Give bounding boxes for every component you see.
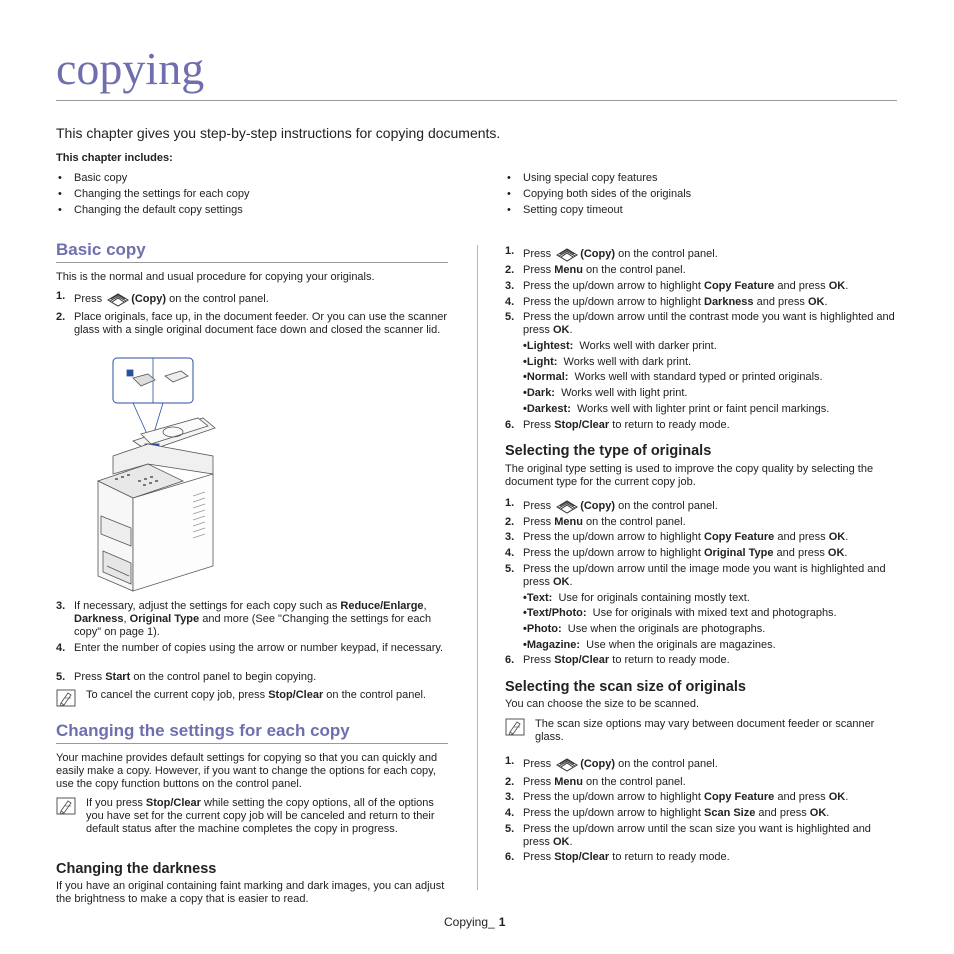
darkness-intro: If you have an original containing faint marking and dark images, you can adjust the brightness to make a copy that is easier to read. <box>56 880 445 905</box>
step-bold: Stop/Clear <box>554 851 610 863</box>
toc-item[interactable]: • Basic copy <box>56 170 250 186</box>
type-option <box>523 623 765 636</box>
column-divider <box>477 245 478 890</box>
option-text: Use when the originals are photographs. <box>567 623 766 635</box>
note-text: To cancel the current copy job, press <box>86 689 266 701</box>
step-text: Press <box>523 419 552 431</box>
option-label: •Photo: <box>523 623 562 635</box>
copy-icon <box>554 245 580 262</box>
step-bold: OK <box>828 280 846 292</box>
step-text: to return to ready mode. <box>612 851 730 863</box>
toc-item[interactable]: • Using special copy features <box>505 170 691 186</box>
step-text: Press the up/down arrow to highlight <box>523 791 701 803</box>
type-option <box>523 639 776 652</box>
step-text: Press <box>523 758 552 770</box>
step-text: Press the up/down arrow until the scan size you want is highlighted and press <box>523 823 871 848</box>
changing-settings-note <box>56 797 448 836</box>
basic-copy-heading: Basic copy <box>56 240 146 259</box>
step-number: 1. <box>505 497 515 509</box>
step-number: 3. <box>505 531 515 543</box>
copy-icon <box>554 497 580 514</box>
type-step-6 <box>505 654 897 667</box>
basic-copy-note <box>56 689 448 707</box>
step-bold: Stop/Clear <box>554 419 610 431</box>
step-text: on the control panel. <box>618 758 718 770</box>
step-bold: Menu <box>554 516 583 528</box>
step-number: 5. <box>505 563 515 575</box>
basic-step-2 <box>56 311 448 337</box>
step-text: Press <box>74 671 103 683</box>
basic-step-4 <box>56 642 448 655</box>
option-text: Works well with lighter print or faint pencil markings. <box>577 403 830 415</box>
darkness-step-4 <box>505 296 897 309</box>
darkness-option <box>523 387 687 400</box>
type-option <box>523 592 750 605</box>
original-type-heading: Selecting the type of originals <box>505 443 712 459</box>
darkness-step-6 <box>505 419 897 432</box>
note-text: The scan size options may vary between document feeder or scanner glass. <box>535 718 875 743</box>
step-text: and press <box>758 807 807 819</box>
step-text: . <box>569 324 573 336</box>
note-icon <box>56 689 76 707</box>
step-text: on the control panel. <box>585 776 686 788</box>
darkness-heading: Changing the darkness <box>56 861 217 877</box>
step-text: Press the up/down arrow until the contrast mode you want is highlighted and press <box>523 311 895 336</box>
step-bold: Original Type <box>704 547 774 559</box>
step-number: 2. <box>505 776 515 788</box>
step-number: 5. <box>505 311 515 323</box>
step-bold: Stop/Clear <box>554 654 610 666</box>
step-text: Press <box>523 500 552 512</box>
toc-item[interactable]: • Setting copy timeout <box>505 202 691 218</box>
step-text: Press the up/down arrow to highlight <box>523 547 701 559</box>
step-bold: Copy Feature <box>704 791 775 803</box>
option-text: Use for originals with mixed text and photographs. <box>592 607 837 619</box>
note-text: while setting the copy options, all of the options you have set for the current copy job will be canceled and return to their default status after the machine completes the copy in progress. <box>86 797 435 835</box>
step-bold: OK <box>552 576 570 588</box>
step-number: 6. <box>505 654 515 666</box>
step-text: on the control panel. <box>585 264 686 276</box>
option-label: •Magazine: <box>523 639 581 651</box>
darkness-step-1 <box>505 245 897 262</box>
title-rule <box>56 100 897 101</box>
scan-size-heading: Selecting the scan size of originals <box>505 679 746 695</box>
step-bold: (Copy) <box>580 500 616 512</box>
step-text: on the control panel. <box>618 248 718 260</box>
darkness-step-5 <box>505 311 897 337</box>
toc-left <box>56 170 250 218</box>
step-bold: OK <box>807 296 825 308</box>
scan-size-note <box>505 718 897 744</box>
step-bold: Original Type <box>129 613 200 625</box>
option-text: Works well with standard typed or printed originals. <box>574 371 823 383</box>
step-bold: Menu <box>554 776 583 788</box>
scan-step-1 <box>505 755 897 772</box>
step-text: Press <box>523 264 552 276</box>
changing-settings-heading: Changing the settings for each copy <box>56 721 350 740</box>
step-bold: OK <box>809 807 827 819</box>
step-number: 5. <box>56 671 66 683</box>
scan-step-4 <box>505 807 897 820</box>
step-bold: OK <box>828 531 846 543</box>
step-text: and press <box>776 547 825 559</box>
option-label: •Dark: <box>523 387 555 399</box>
step-number: 5. <box>505 823 515 835</box>
type-step-1 <box>505 497 897 514</box>
darkness-option <box>523 403 829 416</box>
step-bold: Scan Size <box>704 807 756 819</box>
option-label: •Normal: <box>523 371 569 383</box>
note-bold: Stop/Clear <box>145 797 201 809</box>
step-bold: Copy Feature <box>704 531 775 543</box>
step-bold: (Copy) <box>580 248 616 260</box>
copy-icon <box>105 290 131 307</box>
step-text: to return to ready mode. <box>612 419 730 431</box>
step-text: Press <box>523 654 552 666</box>
darkness-step-3 <box>505 280 897 293</box>
basic-step-3 <box>56 600 448 639</box>
step-bold: (Copy) <box>580 758 616 770</box>
step-bold: Copy Feature <box>704 280 775 292</box>
step-number: 2. <box>505 516 515 528</box>
step-text: on the control panel. <box>585 516 686 528</box>
step-text: Press the up/down arrow to highlight <box>523 807 701 819</box>
step-bold: Menu <box>554 264 583 276</box>
basic-step-5 <box>56 671 448 684</box>
step-bold: OK <box>827 547 845 559</box>
heading-rule <box>56 743 448 744</box>
heading-rule <box>56 262 448 263</box>
step-number: 3. <box>505 791 515 803</box>
step-bold: Darkness <box>74 613 124 625</box>
darkness-step-2 <box>505 264 897 277</box>
step-text: Press the up/down arrow until the image mode you want is highlighted and press <box>523 563 886 588</box>
basic-step-1 <box>56 290 448 307</box>
step-text: . <box>845 280 849 292</box>
step-bold: OK <box>552 324 570 336</box>
darkness-option <box>523 356 691 369</box>
page-footer <box>444 915 505 929</box>
step-text: and press <box>777 531 826 543</box>
option-label: •Darkest: <box>523 403 571 415</box>
toc-right <box>505 170 691 218</box>
copy-icon <box>554 755 580 772</box>
step-text: Press <box>523 516 552 528</box>
step-number: 6. <box>505 851 515 863</box>
step-text: Place originals, face up, in the document feeder. Or you can use the scanner glass with a single original document face down and closed the scanner lid. <box>74 311 448 336</box>
step-text: . <box>826 807 830 819</box>
page-title: copying <box>56 43 205 94</box>
step-text: . <box>824 296 828 308</box>
step-bold: Start <box>105 671 131 683</box>
toc-item[interactable]: • Changing the default copy settings <box>56 202 250 218</box>
step-text: Press the up/down arrow to highlight <box>523 531 701 543</box>
step-text: . <box>844 547 848 559</box>
includes-label: This chapter includes: <box>56 152 173 164</box>
type-step-2 <box>505 516 897 529</box>
step-number: 6. <box>505 419 515 431</box>
scan-step-5 <box>505 823 897 849</box>
step-text: and press <box>756 296 805 308</box>
step-number: 3. <box>56 600 66 612</box>
step-text: Enter the number of copies using the arrow or number keypad, if necessary. <box>74 642 444 654</box>
step-text: to return to ready mode. <box>612 654 730 666</box>
step-number: 4. <box>505 547 515 559</box>
step-bold: Darkness <box>704 296 754 308</box>
step-text: . <box>569 836 573 848</box>
step-text: If necessary, adjust the settings for each copy such as <box>74 600 338 612</box>
scan-step-6 <box>505 851 897 864</box>
note-text: If you press <box>86 797 143 809</box>
option-text: Use when the originals are magazines. <box>586 639 776 651</box>
step-number: 2. <box>56 311 66 323</box>
changing-settings-intro: Your machine provides default settings for copying so that you can quickly and easily make a copy. However, if you want to change the options for each copy, use the copy function buttons on the control panel. <box>56 752 438 790</box>
scan-step-2 <box>505 776 897 789</box>
step-text: and press <box>777 280 826 292</box>
step-text: Press <box>74 293 103 305</box>
step-text: Press <box>523 248 552 260</box>
step-text: . <box>845 791 849 803</box>
printer-illustration <box>93 356 228 596</box>
step-number: 3. <box>505 280 515 292</box>
step-bold: (Copy) <box>131 293 167 305</box>
option-label: •Text: <box>523 592 553 604</box>
type-step-3 <box>505 531 897 544</box>
type-step-5 <box>505 563 897 589</box>
note-bold: Stop/Clear <box>268 689 324 701</box>
step-separator: , <box>423 600 427 612</box>
note-icon <box>56 797 76 815</box>
step-text: Press the up/down arrow to highlight <box>523 296 701 308</box>
step-number: 1. <box>505 755 515 767</box>
type-option <box>523 607 837 620</box>
option-text: Works well with dark print. <box>563 356 692 368</box>
step-text: and press <box>777 791 826 803</box>
step-number: 4. <box>505 807 515 819</box>
option-label: •Light: <box>523 356 558 368</box>
step-bold: OK <box>552 836 570 848</box>
step-text: Press the up/down arrow to highlight <box>523 280 701 292</box>
option-text: Works well with darker print. <box>579 340 717 352</box>
scan-size-intro: You can choose the size to be scanned. <box>505 698 700 710</box>
step-text: on the control panel to begin copying. <box>133 671 317 683</box>
step-text: on the control panel. <box>618 500 718 512</box>
option-label: •Lightest: <box>523 340 574 352</box>
darkness-option <box>523 340 717 353</box>
step-separator: , <box>123 613 127 625</box>
step-text: Press <box>523 776 552 788</box>
step-text: . <box>569 576 573 588</box>
type-step-4 <box>505 547 897 560</box>
basic-copy-intro: This is the normal and usual procedure for copying your originals. <box>56 271 375 283</box>
option-label: •Text/Photo: <box>523 607 587 619</box>
step-bold: Reduce/Enlarge <box>340 600 424 612</box>
step-number: 4. <box>56 642 66 654</box>
step-text: and more (See "Changing the settings for each copy" on page 1). <box>74 613 432 638</box>
step-number: 1. <box>56 290 66 302</box>
original-type-intro: The original type setting is used to improve the copy quality by selecting the document type for the current copy job. <box>505 463 874 488</box>
toc-item[interactable]: • Copying both sides of the originals <box>505 186 691 202</box>
option-text: Use for originals containing mostly text. <box>558 592 750 604</box>
option-text: Works well with light print. <box>561 387 688 399</box>
step-number: 1. <box>505 245 515 257</box>
chapter-intro: This chapter gives you step-by-step instructions for copying documents. <box>56 125 501 141</box>
step-bold: OK <box>828 791 846 803</box>
toc-item[interactable]: • Changing the settings for each copy <box>56 186 250 202</box>
footer-label: Copying_ <box>444 915 495 929</box>
scan-step-3 <box>505 791 897 804</box>
step-text: on the control panel. <box>169 293 269 305</box>
step-text: . <box>845 531 849 543</box>
note-text: on the control panel. <box>326 689 426 701</box>
note-icon <box>505 718 525 736</box>
darkness-option <box>523 371 823 384</box>
step-number: 2. <box>505 264 515 276</box>
step-number: 4. <box>505 296 515 308</box>
page-number: 1 <box>498 915 506 929</box>
step-text: Press <box>523 851 552 863</box>
